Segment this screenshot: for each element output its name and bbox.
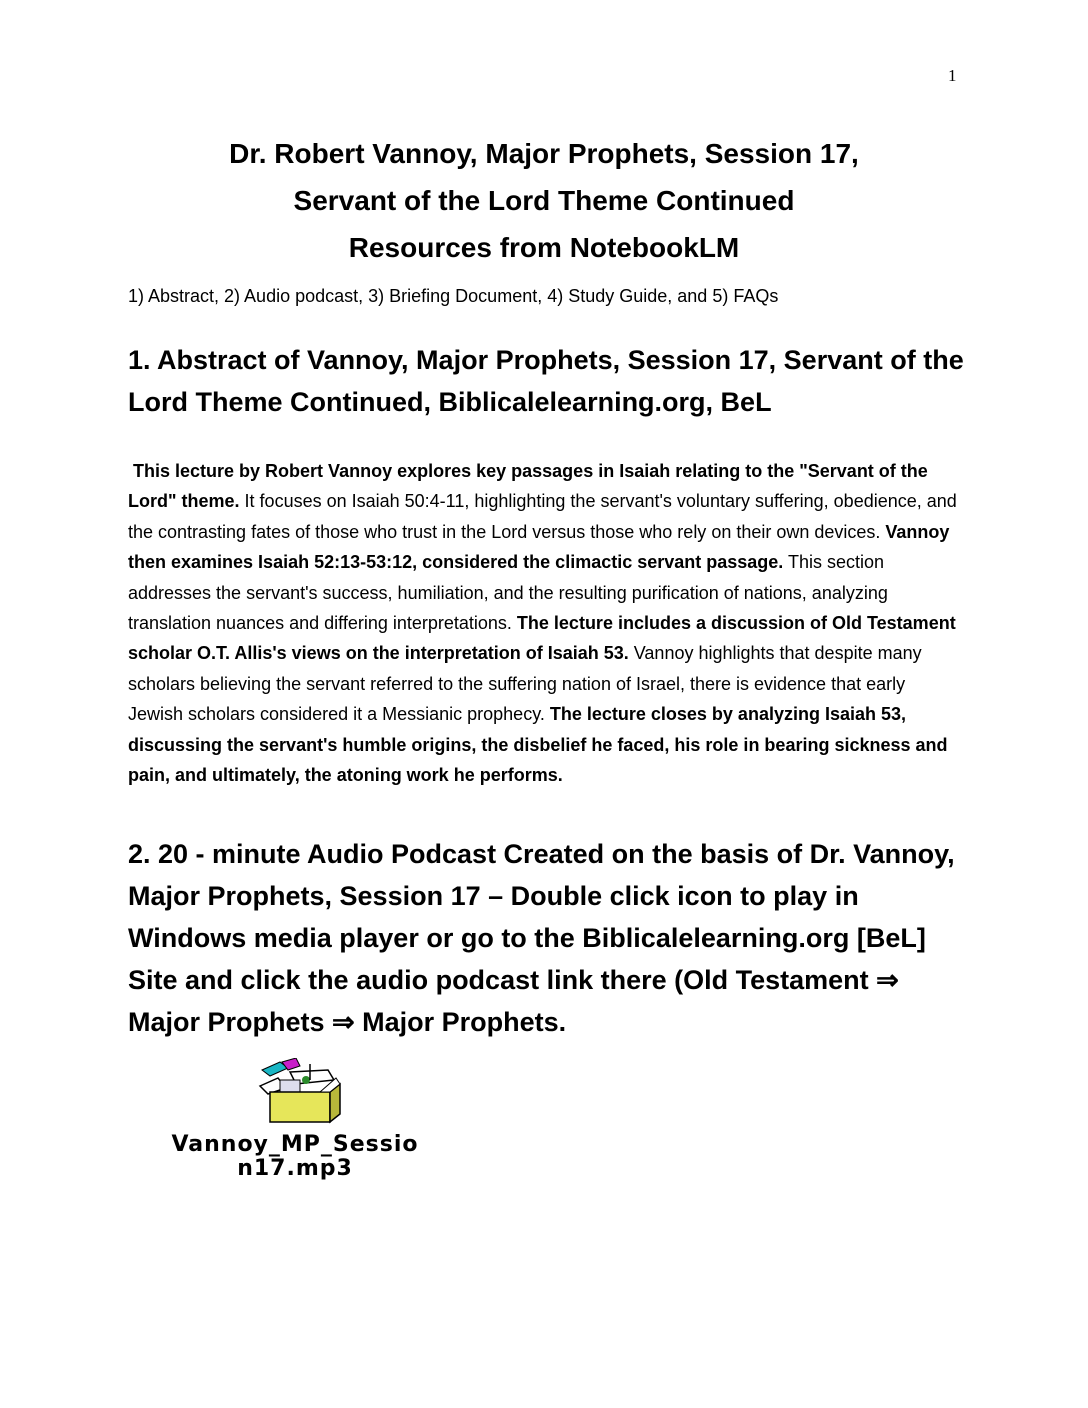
abstract-run: This section addresses the servant's success, humiliation, and the resulting purification of nations, analyzing translation nuances and differing interpretations.	[128, 552, 893, 634]
abstract-bold-run: The lecture includes a discussion of Old Testament scholar O.T. Allis's views on the interpretation of Isaiah 53.	[128, 613, 961, 664]
attachment-filename	[130, 1133, 460, 1181]
abstract-bold-run: The lecture closes by analyzing Isaiah 53, discussing the servant's humble origins, the disbelief he faced, his role in bearing sickness and pain, and ultimately, the atoning work he performs.	[128, 704, 953, 786]
section-2-heading	[128, 833, 968, 1043]
section-1-heading: 1. Abstract of Vannoy, Major Prophets, Session 17, Servant of the Lord Theme Continued, Biblicalelearning.org, BeL	[128, 345, 964, 417]
filename-line-1: Vannoy_MP_Sessio	[171, 1132, 419, 1157]
page-number: 1	[948, 66, 957, 85]
document-title	[100, 130, 988, 271]
media-package-icon	[240, 1058, 350, 1124]
arrow-icon: ⇒	[332, 1007, 355, 1037]
abstract-bold-run: This lecture by Robert Vannoy explores key passages in Isaiah relating to the "Servant of the Lord" theme.	[128, 461, 933, 512]
abstract-run: It focuses on Isaiah 50:4-11, highlighting the servant's voluntary suffering, obedience, and the contrasting fates of those who trust in the Lord versus those who rely on their own devices.	[128, 491, 962, 542]
abstract-bold-run: Vannoy then examines Isaiah 52:13-53:12, considered the climactic servant passage.	[128, 521, 955, 573]
arrow-icon: ⇒	[876, 965, 899, 995]
title-line-1: Dr. Robert Vannoy, Major Prophets, Session 17,	[229, 138, 859, 169]
mp3-attachment[interactable]	[130, 1058, 460, 1181]
title-line-3: Resources from NotebookLM	[348, 232, 740, 263]
heading-text-1: 2. 20 - minute Audio Podcast Created on the basis of Dr. Vannoy, Major Prophets, Session 17 – Double click icon to play in Windows media player or go to the Biblicalelearning.org [BeL] Site and click the audio podcast link there (Old Testament	[128, 839, 955, 995]
title-line-2: Servant of the Lord Theme Continued	[293, 185, 795, 216]
abstract-paragraph	[128, 456, 964, 790]
heading-text-2: Major Prophets	[128, 1007, 333, 1037]
filename-line-2: n17.mp3	[237, 1156, 353, 1181]
heading-text-3: Major Prophets.	[354, 1007, 567, 1037]
contents-line: 1) Abstract, 2) Audio podcast, 3) Briefing Document, 4) Study Guide, and 5) FAQs	[128, 286, 779, 306]
abstract-run: Vannoy highlights that despite many scholars believing the servant referred to the suffering nation of Israel, there is evidence that early Jewish scholars considered it a Messianic prophecy.	[128, 643, 927, 725]
